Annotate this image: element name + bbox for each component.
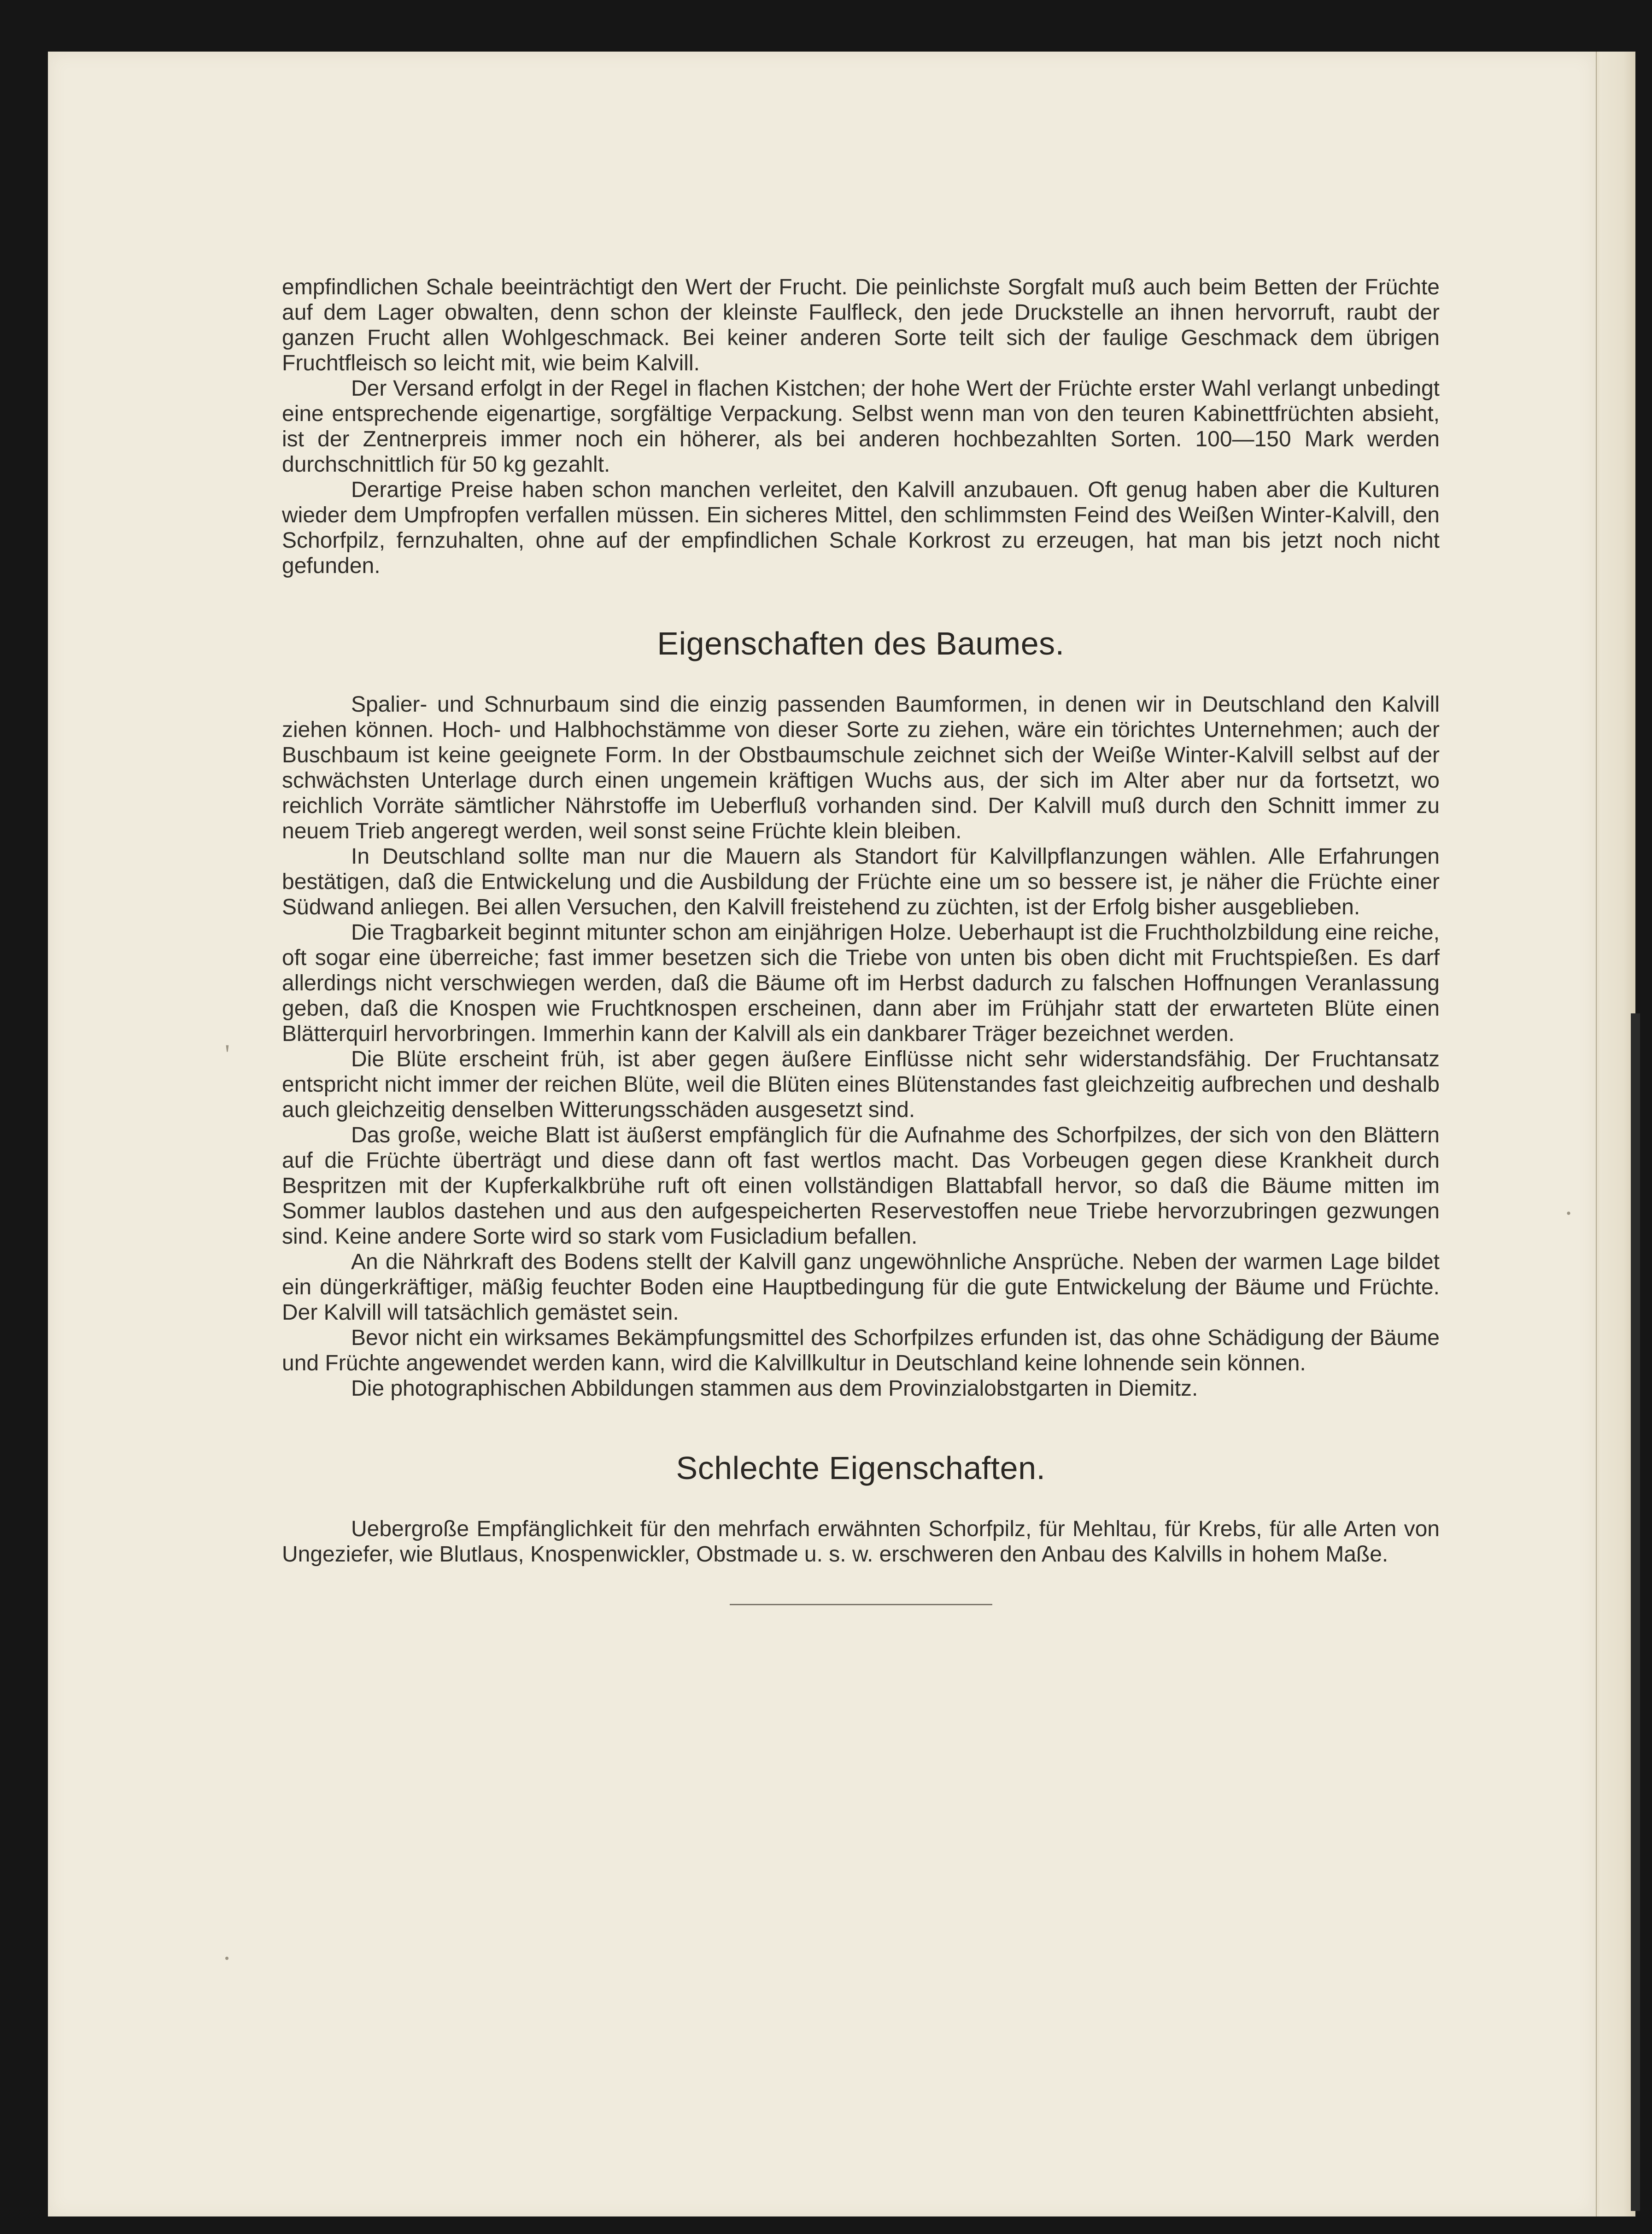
paragraph: Derartige Preise haben schon manchen verleitet, den Kalvill anzubauen. Oft genug haben aber die Kulturen wieder dem Umpfropfen verfallen müssen. Ein sicheres Mittel, den schlimmsten Feind des Weißen Winter-Kalvill, den Schorfpilz, fernzuhalten, ohne auf der empfindlichen Schale Korkrost zu erzeugen, hat man bis jetzt noch nicht gefunden. [282, 478, 1440, 578]
margin-speck: ' [225, 1039, 230, 1070]
paragraph: Die Tragbarkeit beginnt mitunter schon am einjährigen Holze. Ueberhaupt ist die Fruchtholzbildung eine reiche, oft sogar eine überreiche; fast immer besetzen sich die Triebe von unten bis oben dicht mit Fruchtspießen. Es darf allerdings nicht verschwiegen werden, daß die Bäume oft im Herbst dadurch zu falschen Hoffnungen Veranlassung geben, daß die Knospen wie Fruchtknospen erscheinen, dann aber im Frühjahr statt der erwarteten Blüte einen Blätterquirl hervorbringen. Immerhin kann der Kalvill als ein dankbarer Träger bezeichnet werden. [282, 920, 1440, 1046]
page-edge [1596, 52, 1635, 2216]
section-heading-tree-properties: Eigenschaften des Baumes. [657, 626, 1065, 661]
paragraph: Uebergroße Empfänglichkeit für den mehrfach erwähnten Schorfpilz, für Mehltau, für Krebs, für alle Arten von Ungeziefer, wie Blutlaus, Knospenwickler, Obstmade u. s. w. erschweren den Anbau des Kalvills in hohem Maße. [282, 1517, 1440, 1567]
paragraph: Bevor nicht ein wirksames Bekämpfungsmittel des Schorfpilzes erfunden ist, das ohne Schädigung der Bäume und Früchte angewendet werden kann, wird die Kalvillkultur in Deutschland keine lohnende sein können. [282, 1326, 1440, 1375]
margin-speck: · [1564, 1198, 1573, 1228]
paragraph: empfindlichen Schale beeinträchtigt den Wert der Frucht. Die peinlichste Sorgfalt muß auch beim Betten der Früchte auf dem Lager obwalten, denn schon der kleinste Faulfleck, den jede Druckstelle an ihnen hervorruft, raubt der ganzen Frucht allen Wohlgeschmack. Bei keiner anderen Sorte teilt sich der faulige Geschmack dem übrigen Fruchtfleisch so leicht mit, wie beim Kalvill. [282, 275, 1440, 375]
paragraph: Die photographischen Abbildungen stammen aus dem Provinzialobstgarten in Diemitz. [351, 1376, 1198, 1401]
paragraph: An die Nährkraft des Bodens stellt der Kalvill ganz ungewöhnliche Ansprüche. Neben der warmen Lage bildet ein düngerkräftiger, mäßig feuchter Boden eine Hauptbedingung für die gute Entwickelung der Bäume und Früchte. Der Kalvill will tatsächlich gemästet sein. [282, 1250, 1440, 1325]
binding-shadow [1631, 1013, 1640, 2211]
bad-properties-section [282, 1516, 1440, 1567]
paragraph: Das große, weiche Blatt ist äußerst empfänglich für die Aufnahme des Schorfpilzes, der sich von den Blättern auf die Früchte überträgt und diese dann oft fast wertlos macht. Das Vorbeugen gegen diese Krankheit durch Bespritzen mit der Kupferkalkbrühe ruft oft einen vollständigen Blattabfall hervor, so daß die Bäume mitten im Sommer laublos dastehen und aus den aufgespeicherten Reservestoffen neue Triebe hervorzubringen gezwungen sind. Keine andere Sorte wird so stark vom Fusicladium befallen. [282, 1123, 1440, 1249]
document-body [282, 275, 1440, 1605]
closing-rule [730, 1604, 992, 1605]
section-heading-bad-properties: Schlechte Eigenschaften. [676, 1450, 1046, 1486]
intro-section [282, 275, 1440, 579]
paragraph: In Deutschland sollte man nur die Mauern als Standort für Kalvillpflanzungen wählen. Alle Erfahrungen bestätigen, daß die Entwickelung und die Ausbildung der Früchte eine um so bessere ist, je näher die Früchte einer Südwand anliegen. Bei allen Versuchen, den Kalvill freistehend zu züchten, ist der Erfolg bisher ausgeblieben. [282, 844, 1440, 919]
page-fold-line [1596, 52, 1597, 2216]
tree-properties-section [282, 692, 1440, 1401]
paragraph: Spalier- und Schnurbaum sind die einzig passenden Baumformen, in denen wir in Deutschland den Kalvill ziehen können. Hoch- und Halbhochstämme von dieser Sorte zu ziehen, wäre ein törichtes Unternehmen; auch der Buschbaum ist keine geeignete Form. In der Obstbaumschule zeichnet sich der Weiße Winter-Kalvill selbst auf der schwächsten Unterlage durch einen ungemein kräftigen Wuchs aus, der sich im Alter aber nur da fortsetzt, wo reichlich Vorräte sämtlicher Nährstoffe im Ueberfluß vorhanden sind. Der Kalvill muß durch den Schnitt immer zu neuem Trieb angeregt werden, weil sonst seine Früchte klein bleiben. [282, 692, 1440, 843]
paragraph: Der Versand erfolgt in der Regel in flachen Kistchen; der hohe Wert der Früchte erster Wahl verlangt unbedingt eine entsprechende eigenartige, sorgfältige Verpackung. Selbst wenn man von den teuren Kabinettfrüchten absieht, ist der Zentnerpreis immer noch ein höherer, als bei anderen hochbezahlten Sorten. 100—150 Mark werden durchschnittlich für 50 kg gezahlt. [282, 376, 1440, 477]
margin-speck: . [223, 1935, 230, 1965]
paragraph: Die Blüte erscheint früh, ist aber gegen äußere Einflüsse nicht sehr widerstandsfähig. Der Fruchtansatz entspricht nicht immer der reichen Blüte, weil die Blüten eines Blütenstandes fast gleichzeitig aufbrechen und deshalb auch gleichzeitig denselben Witterungsschäden ausgesetzt sind. [282, 1047, 1440, 1122]
